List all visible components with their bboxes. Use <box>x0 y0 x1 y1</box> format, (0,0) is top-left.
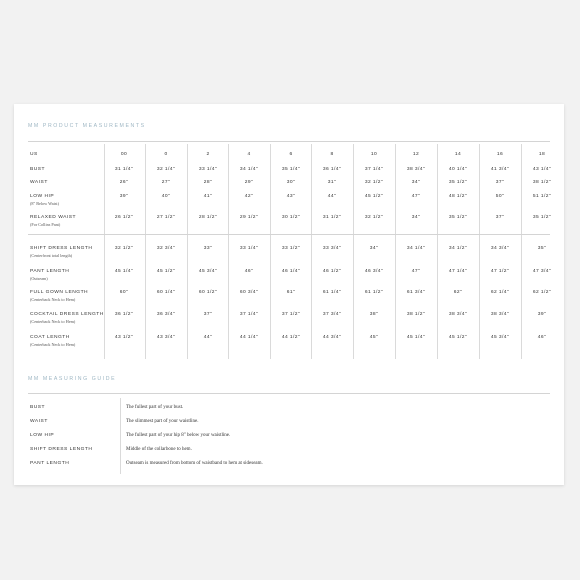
table-cell: 35 1/2" <box>532 215 552 220</box>
table-cell: 45 1/2" <box>364 194 384 199</box>
table-cell: 34 1/2" <box>448 246 468 251</box>
table-cell: 38 3/4" <box>490 312 510 317</box>
table-cell: 61 1/2" <box>364 290 384 295</box>
column-divider <box>311 144 312 359</box>
size-header: 12 <box>412 152 420 157</box>
table-cell: 47" <box>411 194 421 199</box>
size-chart-sheet <box>14 104 564 485</box>
table-cell: 36 1/2" <box>114 312 134 317</box>
table-cell: 44" <box>327 194 337 199</box>
table-cell: 36 1/4" <box>322 167 342 172</box>
table-cell: 43 1/2" <box>114 335 134 340</box>
row-label: RELAXED WAIST <box>30 215 76 220</box>
column-divider <box>228 144 229 359</box>
table-cell: 39" <box>119 194 129 199</box>
table-cell: 44 1/4" <box>239 335 259 340</box>
table-cell: 51 1/2" <box>532 194 552 199</box>
guide-description: Middle of the collarbone to hem. <box>126 447 192 452</box>
table-cell: 26 1/2" <box>114 215 134 220</box>
table-cell: 35" <box>537 246 547 251</box>
size-header: 14 <box>454 152 462 157</box>
table-cell: 46 1/2" <box>322 269 342 274</box>
size-header: 10 <box>370 152 378 157</box>
table-cell: 41" <box>203 194 213 199</box>
table-cell: 61 3/4" <box>406 290 426 295</box>
row-sublabel: (Centerback Neck to Hem) <box>30 297 76 302</box>
divider <box>28 141 550 142</box>
table-cell: 41 3/4" <box>490 167 510 172</box>
table-cell: 40" <box>161 194 171 199</box>
guide-label: LOW HIP <box>30 433 55 438</box>
row-label: LOW HIP <box>30 194 55 199</box>
table-cell: 28" <box>203 180 213 185</box>
guide-description: The slimmest part of your waistline. <box>126 419 199 424</box>
row-label: WAIST <box>30 180 48 185</box>
table-cell: 62" <box>453 290 463 295</box>
table-cell: 45" <box>369 335 379 340</box>
table-cell: 33 3/4" <box>322 246 342 251</box>
table-cell: 38 3/4" <box>406 167 426 172</box>
row-sublabel: (Centerfront total length) <box>30 253 73 258</box>
table-cell: 37 1/4" <box>239 312 259 317</box>
table-cell: 44 3/4" <box>322 335 342 340</box>
table-cell: 32 3/4" <box>156 246 176 251</box>
guide-label: WAIST <box>30 419 48 424</box>
table-cell: 43 3/4" <box>156 335 176 340</box>
table-cell: 46 1/4" <box>281 269 301 274</box>
table-cell: 34 1/4" <box>406 246 426 251</box>
column-divider <box>104 144 105 359</box>
table-cell: 29" <box>244 180 254 185</box>
table-cell: 27" <box>161 180 171 185</box>
size-header: 4 <box>247 152 251 157</box>
row-label: COAT LENGTH <box>30 335 70 340</box>
table-cell: 61" <box>286 290 296 295</box>
column-divider <box>353 144 354 359</box>
table-cell: 44" <box>203 335 213 340</box>
table-cell: 35 1/4" <box>281 167 301 172</box>
column-divider <box>270 144 271 359</box>
table-cell: 34" <box>411 215 421 220</box>
table-cell: 37 3/4" <box>322 312 342 317</box>
table-cell: 46 3/4" <box>364 269 384 274</box>
table-cell: 30 1/2" <box>281 215 301 220</box>
row-label: PANT LENGTH <box>30 269 70 274</box>
table-cell: 42" <box>244 194 254 199</box>
guide-description: The fullest part of your bust. <box>126 405 184 410</box>
table-cell: 50" <box>495 194 505 199</box>
size-header-label: US <box>30 152 38 157</box>
table-cell: 46" <box>537 335 547 340</box>
table-cell: 33" <box>203 246 213 251</box>
table-cell: 37" <box>203 312 213 317</box>
row-sublabel: (Centerback Neck to Hem) <box>30 319 76 324</box>
table-cell: 45 3/4" <box>490 335 510 340</box>
table-cell: 34 3/4" <box>490 246 510 251</box>
table-cell: 39" <box>537 312 547 317</box>
column-divider <box>187 144 188 359</box>
row-label: BUST <box>30 167 46 172</box>
size-header: 00 <box>120 152 128 157</box>
table-cell: 33 1/4" <box>239 246 259 251</box>
table-cell: 35 1/2" <box>448 215 468 220</box>
table-cell: 27 1/2" <box>156 215 176 220</box>
measuring-guide-title: MM MEASURING GUIDE <box>28 376 117 382</box>
table-cell: 44 1/2" <box>281 335 301 340</box>
guide-description: Outseam is measured from bottom of waistband to hem at sideseam. <box>126 461 263 466</box>
divider <box>28 393 550 394</box>
table-cell: 36 3/4" <box>156 312 176 317</box>
table-cell: 62 1/4" <box>490 290 510 295</box>
guide-label: BUST <box>30 405 46 410</box>
table-cell: 45 1/4" <box>114 269 134 274</box>
table-cell: 38 3/4" <box>448 312 468 317</box>
table-cell: 38 1/2" <box>532 180 552 185</box>
table-cell: 40 1/4" <box>448 167 468 172</box>
guide-label: SHIFT DRESS LENGTH <box>30 447 93 452</box>
product-measurements-title: MM PRODUCT MEASUREMENTS <box>28 123 146 129</box>
column-divider <box>395 144 396 359</box>
table-cell: 45 1/2" <box>156 269 176 274</box>
size-header: 0 <box>164 152 168 157</box>
table-cell: 60 1/4" <box>156 290 176 295</box>
table-cell: 37 1/2" <box>281 312 301 317</box>
size-header: 18 <box>538 152 546 157</box>
row-sublabel: (For Collins Pant) <box>30 222 61 227</box>
column-divider <box>521 144 522 359</box>
table-cell: 61 1/4" <box>322 290 342 295</box>
column-divider <box>437 144 438 359</box>
table-cell: 30" <box>286 180 296 185</box>
table-cell: 35 1/2" <box>448 180 468 185</box>
size-header: 2 <box>206 152 210 157</box>
table-cell: 47 3/4" <box>532 269 552 274</box>
table-cell: 37" <box>495 180 505 185</box>
table-cell: 32 1/2" <box>364 180 384 185</box>
table-cell: 43" <box>286 194 296 199</box>
table-cell: 60" <box>119 290 129 295</box>
table-cell: 43 1/4" <box>532 167 552 172</box>
row-sublabel: (8" Below Waist) <box>30 201 59 206</box>
table-cell: 37" <box>495 215 505 220</box>
table-cell: 60 3/4" <box>239 290 259 295</box>
table-cell: 29 1/2" <box>239 215 259 220</box>
table-cell: 32 1/2" <box>364 215 384 220</box>
table-cell: 28 1/2" <box>198 215 218 220</box>
table-cell: 33 1/2" <box>281 246 301 251</box>
row-label: FULL GOWN LENGTH <box>30 290 89 295</box>
table-cell: 47 1/2" <box>490 269 510 274</box>
guide-label: PANT LENGTH <box>30 461 70 466</box>
column-divider <box>145 144 146 359</box>
table-cell: 31 1/4" <box>114 167 134 172</box>
table-cell: 47 1/4" <box>448 269 468 274</box>
table-cell: 32 1/4" <box>156 167 176 172</box>
guide-column-divider <box>120 398 121 474</box>
table-cell: 38 1/2" <box>406 312 426 317</box>
size-header: 8 <box>330 152 334 157</box>
size-header: 16 <box>496 152 504 157</box>
table-cell: 31" <box>327 180 337 185</box>
table-cell: 34 1/4" <box>239 167 259 172</box>
table-cell: 26" <box>119 180 129 185</box>
table-cell: 33 1/4" <box>198 167 218 172</box>
table-cell: 34" <box>411 180 421 185</box>
table-cell: 60 1/2" <box>198 290 218 295</box>
table-cell: 31 1/2" <box>322 215 342 220</box>
table-cell: 48 1/2" <box>448 194 468 199</box>
row-sublabel: (Centerback Neck to Hem) <box>30 342 76 347</box>
table-cell: 45 1/4" <box>406 335 426 340</box>
table-cell: 46" <box>244 269 254 274</box>
size-header: 6 <box>289 152 293 157</box>
table-cell: 62 1/2" <box>532 290 552 295</box>
table-cell: 47" <box>411 269 421 274</box>
table-cell: 32 1/2" <box>114 246 134 251</box>
section-divider <box>28 234 550 235</box>
table-cell: 34" <box>369 246 379 251</box>
table-cell: 45 3/4" <box>198 269 218 274</box>
table-cell: 37 1/4" <box>364 167 384 172</box>
row-label: COCKTAIL DRESS LENGTH <box>30 312 104 317</box>
table-cell: 45 1/2" <box>448 335 468 340</box>
table-cell: 38" <box>369 312 379 317</box>
row-label: SHIFT DRESS LENGTH <box>30 246 93 251</box>
column-divider <box>479 144 480 359</box>
row-sublabel: (Outseam) <box>30 276 48 281</box>
guide-description: The fullest part of your hip 8" below your waistline. <box>126 433 231 438</box>
